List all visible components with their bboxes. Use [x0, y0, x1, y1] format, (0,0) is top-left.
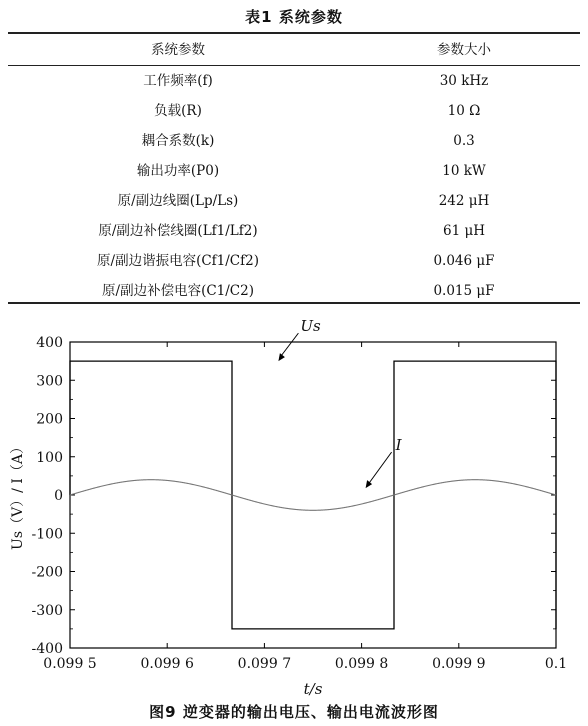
x-tick-label: 0.099 7 [237, 656, 292, 672]
x-tick-label: 0.1 [544, 656, 568, 672]
table-cell-param: 原/副边线圈(Lp/Ls) [117, 193, 239, 209]
table-header-value: 参数大小 [437, 42, 491, 58]
table-cell-value: 61 μH [442, 223, 486, 239]
table-row [8, 156, 580, 186]
table-cell-param: 原/副边补偿线圈(Lf1/Lf2) [98, 223, 258, 239]
y-axis-label: Us（V）/ I（A） [10, 440, 26, 550]
table-cell-value: 10 Ω [447, 103, 481, 119]
y-tick-label: -400 [31, 641, 63, 657]
series-us-line [70, 361, 556, 629]
table-cell-value: 0.046 μF [433, 253, 495, 269]
y-tick-label: 400 [36, 335, 63, 351]
x-tick-label: 0.099 8 [334, 656, 389, 672]
i-annotation-arrow [368, 452, 392, 485]
x-tick-label: 0.099 6 [140, 656, 194, 672]
table-cell-param: 输出功率(P0) [136, 163, 220, 179]
table-title: 表1 系统参数 [245, 8, 343, 26]
table-cell-param: 工作频率(f) [143, 73, 213, 89]
y-tick-label: 100 [36, 449, 63, 466]
waveform-chart [0, 314, 588, 696]
table-cell-param: 耦合系数(k) [141, 133, 215, 149]
figure-caption: 图9 逆变器的输出电压、输出电流波形图 [149, 703, 439, 721]
table-cell-param: 原/副边补偿电容(C1/C2) [102, 283, 254, 299]
x-axis-label: t/s [303, 680, 323, 696]
table-row [8, 66, 580, 96]
table-top-rule [8, 32, 580, 34]
y-tick-label: -200 [31, 564, 63, 581]
y-tick-label: -100 [31, 526, 63, 543]
table-row [8, 126, 580, 156]
series-i-line [70, 480, 556, 511]
i-annotation-label: I [395, 436, 402, 455]
table-cell-value: 242 μH [438, 193, 490, 209]
y-tick-label: -300 [31, 602, 63, 619]
us-annotation-arrow [279, 333, 298, 358]
table-cell-param: 负载(R) [154, 103, 202, 119]
table-cell-value: 30 kHz [439, 73, 489, 89]
us-annotation-arrowhead [278, 353, 285, 361]
x-tick-label: 0.099 5 [43, 656, 97, 672]
table-row [8, 96, 580, 126]
table-row [8, 186, 580, 216]
us-annotation-label: Us [300, 317, 321, 336]
table-cell-value: 10 kW [442, 163, 486, 179]
x-tick-label: 0.099 9 [432, 656, 486, 672]
table-header-param: 系统参数 [151, 42, 205, 58]
y-tick-label: 200 [36, 411, 63, 428]
table-row [8, 246, 580, 276]
table-header-row [8, 35, 580, 65]
table-cell-value: 0.3 [453, 133, 475, 149]
table-bottom-rule [8, 302, 580, 304]
table-cell-value: 0.015 μF [433, 283, 495, 299]
table-row [8, 216, 580, 246]
table-cell-param: 原/副边谐振电容(Cf1/Cf2) [97, 253, 259, 269]
y-tick-label: 300 [36, 373, 63, 390]
plot-frame [70, 342, 556, 648]
y-tick-label: 0 [54, 488, 63, 504]
i-annotation-arrowhead [366, 480, 373, 488]
